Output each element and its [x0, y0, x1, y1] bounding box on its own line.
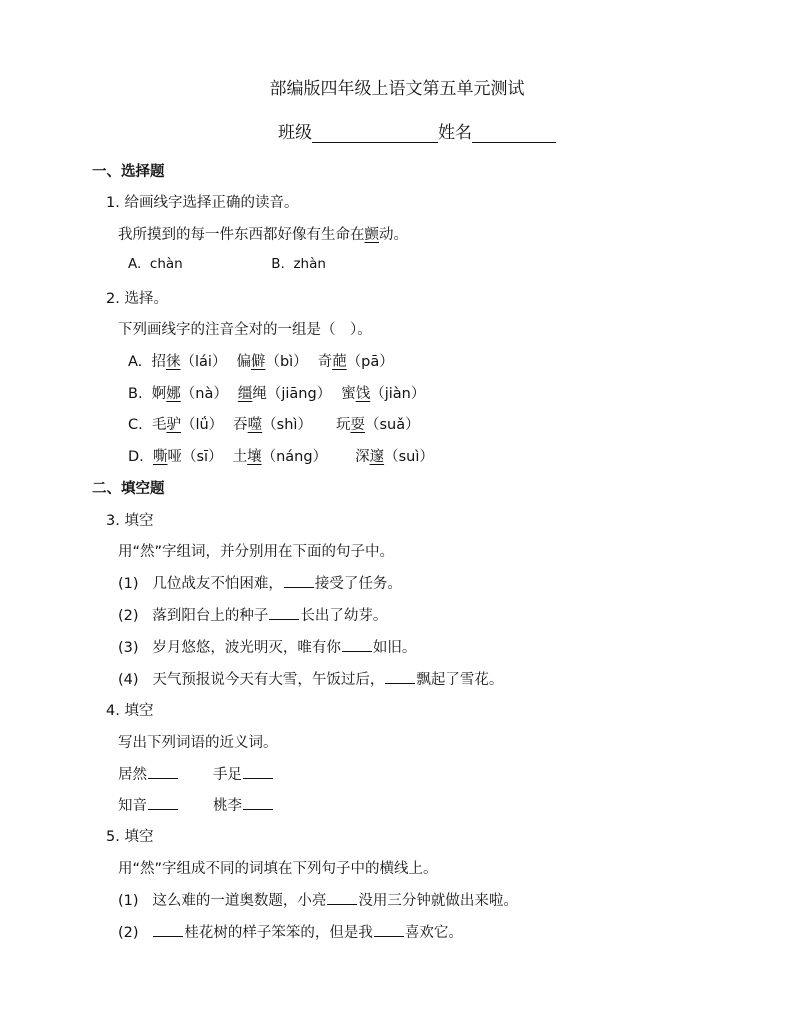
answer-blank[interactable] — [284, 573, 314, 588]
question-prompt: 填空 — [124, 703, 154, 719]
question-number: 4. — [106, 703, 120, 719]
item-number: (1) — [118, 576, 139, 592]
word-char: 吞 — [233, 417, 248, 433]
question-4-stem: 写出下列词语的近义词。 — [118, 735, 278, 751]
answer-blank[interactable] — [148, 764, 178, 779]
section-heading-choice: 一、选择题 — [92, 164, 165, 180]
option-label: D. — [128, 449, 144, 465]
question-2-header — [106, 287, 168, 308]
question-3-item-1 — [118, 572, 402, 593]
underlined-char: 徕 — [166, 354, 181, 370]
question-number: 5. — [106, 829, 120, 845]
answer-blank[interactable] — [342, 637, 372, 652]
word-char: 婀 — [151, 386, 167, 402]
question-prompt: 给画线字选择正确的读音。 — [124, 195, 299, 211]
question-3-item-2 — [118, 604, 387, 625]
underlined-char: 耍 — [350, 417, 365, 433]
pinyin: （jiàn） — [370, 386, 426, 402]
option-label: C. — [128, 417, 143, 433]
question-prompt: 选择。 — [124, 291, 168, 307]
question-4-row-1 — [118, 763, 274, 784]
option-label: A. — [128, 354, 143, 370]
class-blank[interactable] — [312, 124, 438, 143]
question-1-options — [128, 256, 326, 272]
question-2-stem: 下列画线字的注音全对的一组是（ ）。 — [118, 322, 372, 338]
question-number: 3. — [106, 513, 120, 529]
question-3-item-4 — [118, 668, 503, 689]
option-text: zhàn — [293, 256, 326, 272]
item-text: 天气预报说今天有大雪，午饭过后， — [152, 672, 385, 688]
question-2-option-b[interactable] — [128, 382, 425, 403]
question-5-stem: 用“然”字组成不同的词填在下列句子中的横线上。 — [118, 861, 438, 877]
question-2-option-a[interactable] — [128, 350, 394, 371]
question-5-item-2 — [118, 921, 463, 942]
item-text: 岁月悠悠，波光明灭，唯有你 — [152, 640, 341, 656]
option-text: chàn — [149, 256, 183, 272]
answer-blank[interactable] — [327, 890, 357, 905]
option-label: B. — [128, 386, 143, 402]
class-name-line — [0, 118, 794, 143]
item-text: 没用三分钟就做出来啦。 — [358, 893, 518, 909]
page-title: 部编版四年级上语文第五单元测试 — [269, 79, 525, 99]
pinyin: （lái） — [180, 354, 227, 370]
class-label: 班级 — [278, 123, 312, 143]
word-char: 奇 — [317, 354, 333, 370]
question-4-header — [106, 699, 153, 720]
item-text: 落到阳台上的种子 — [152, 608, 269, 624]
pinyin: （suǎ） — [364, 417, 420, 433]
underlined-char: 颤 — [364, 227, 379, 243]
word-char: 玩 — [335, 417, 351, 433]
sentence-text: 动。 — [379, 227, 408, 243]
option-a[interactable] — [128, 256, 183, 272]
name-label: 姓名 — [438, 123, 472, 143]
pinyin: （suì） — [384, 449, 434, 465]
word-char: 哑 — [167, 449, 182, 465]
item-text: 长出了幼芽。 — [300, 608, 388, 624]
pinyin: （bì） — [265, 354, 308, 370]
question-4-row-2 — [118, 794, 274, 815]
word-char: 绳 — [252, 386, 267, 402]
word-char: 蜜 — [341, 386, 356, 402]
word-char: 招 — [151, 354, 166, 370]
word: 知音 — [118, 798, 147, 814]
item-number: (1) — [118, 893, 139, 909]
item-number: (2) — [118, 608, 139, 624]
word-char: 偏 — [236, 354, 251, 370]
option-b[interactable] — [271, 256, 326, 272]
option-label: A. — [128, 256, 142, 272]
item-text: 这么难的一道奥数题，小亮 — [152, 893, 327, 909]
pinyin: （sī） — [182, 449, 223, 465]
item-text: 飘起了雪花。 — [416, 672, 504, 688]
question-1-sentence — [118, 223, 408, 244]
name-blank[interactable] — [472, 124, 556, 143]
sentence-text: 我所摸到的每一件东西都好像有生命在 — [118, 227, 365, 243]
pinyin: （shì） — [262, 417, 312, 433]
underlined-char: 葩 — [332, 354, 347, 370]
underlined-char: 娜 — [166, 386, 181, 402]
word: 居然 — [118, 767, 147, 783]
underlined-char: 嘶 — [153, 449, 168, 465]
underlined-char: 壤 — [247, 449, 262, 465]
word-char: 土 — [232, 449, 248, 465]
answer-blank[interactable] — [269, 605, 299, 620]
item-text: 如旧。 — [372, 640, 417, 656]
question-2-option-d[interactable] — [128, 445, 434, 466]
question-2-option-c[interactable] — [128, 413, 420, 434]
question-number: 2. — [106, 291, 120, 307]
question-3-stem: 用“然”字组词，并分别用在下面的句子中。 — [118, 544, 395, 560]
item-text: 桂花树的样子笨笨的，但是我 — [184, 925, 373, 941]
question-3-item-3 — [118, 636, 416, 657]
question-prompt: 填空 — [124, 513, 154, 529]
pinyin: （náng） — [261, 449, 328, 465]
word-char: 毛 — [151, 417, 167, 433]
item-number: (3) — [118, 640, 139, 656]
item-number: (4) — [118, 672, 139, 688]
answer-blank[interactable] — [148, 795, 178, 810]
question-5-header — [106, 825, 153, 846]
answer-blank[interactable] — [385, 669, 415, 684]
underlined-char: 僻 — [250, 354, 266, 370]
option-label: B. — [271, 256, 285, 272]
item-text: 几位战友不怕困难， — [152, 576, 283, 592]
word: 桃李 — [213, 798, 242, 814]
underlined-char: 驴 — [166, 417, 181, 433]
section-heading-fill: 二、填空题 — [92, 481, 165, 497]
pinyin: （jiāng） — [266, 386, 332, 402]
answer-blank[interactable] — [243, 764, 273, 779]
pinyin: （pā） — [346, 354, 394, 370]
item-text: 喜欢它。 — [404, 925, 463, 941]
answer-blank[interactable] — [374, 922, 404, 937]
underlined-char: 邃 — [369, 449, 385, 465]
item-number: (2) — [118, 925, 139, 941]
underlined-char: 噬 — [247, 417, 263, 433]
pinyin: （nà） — [180, 386, 228, 402]
question-3-header — [106, 509, 153, 530]
pinyin: （lǘ） — [180, 417, 224, 433]
question-number: 1. — [106, 195, 120, 211]
answer-blank[interactable] — [243, 795, 273, 810]
underlined-char: 饯 — [355, 386, 371, 402]
answer-blank[interactable] — [153, 922, 183, 937]
question-1-header — [106, 191, 298, 212]
question-prompt: 填空 — [124, 829, 154, 845]
word-char: 深 — [355, 449, 370, 465]
item-text: 接受了任务。 — [314, 576, 402, 592]
underlined-char: 缰 — [237, 386, 253, 402]
question-5-item-1 — [118, 889, 518, 910]
word: 手足 — [213, 767, 242, 783]
